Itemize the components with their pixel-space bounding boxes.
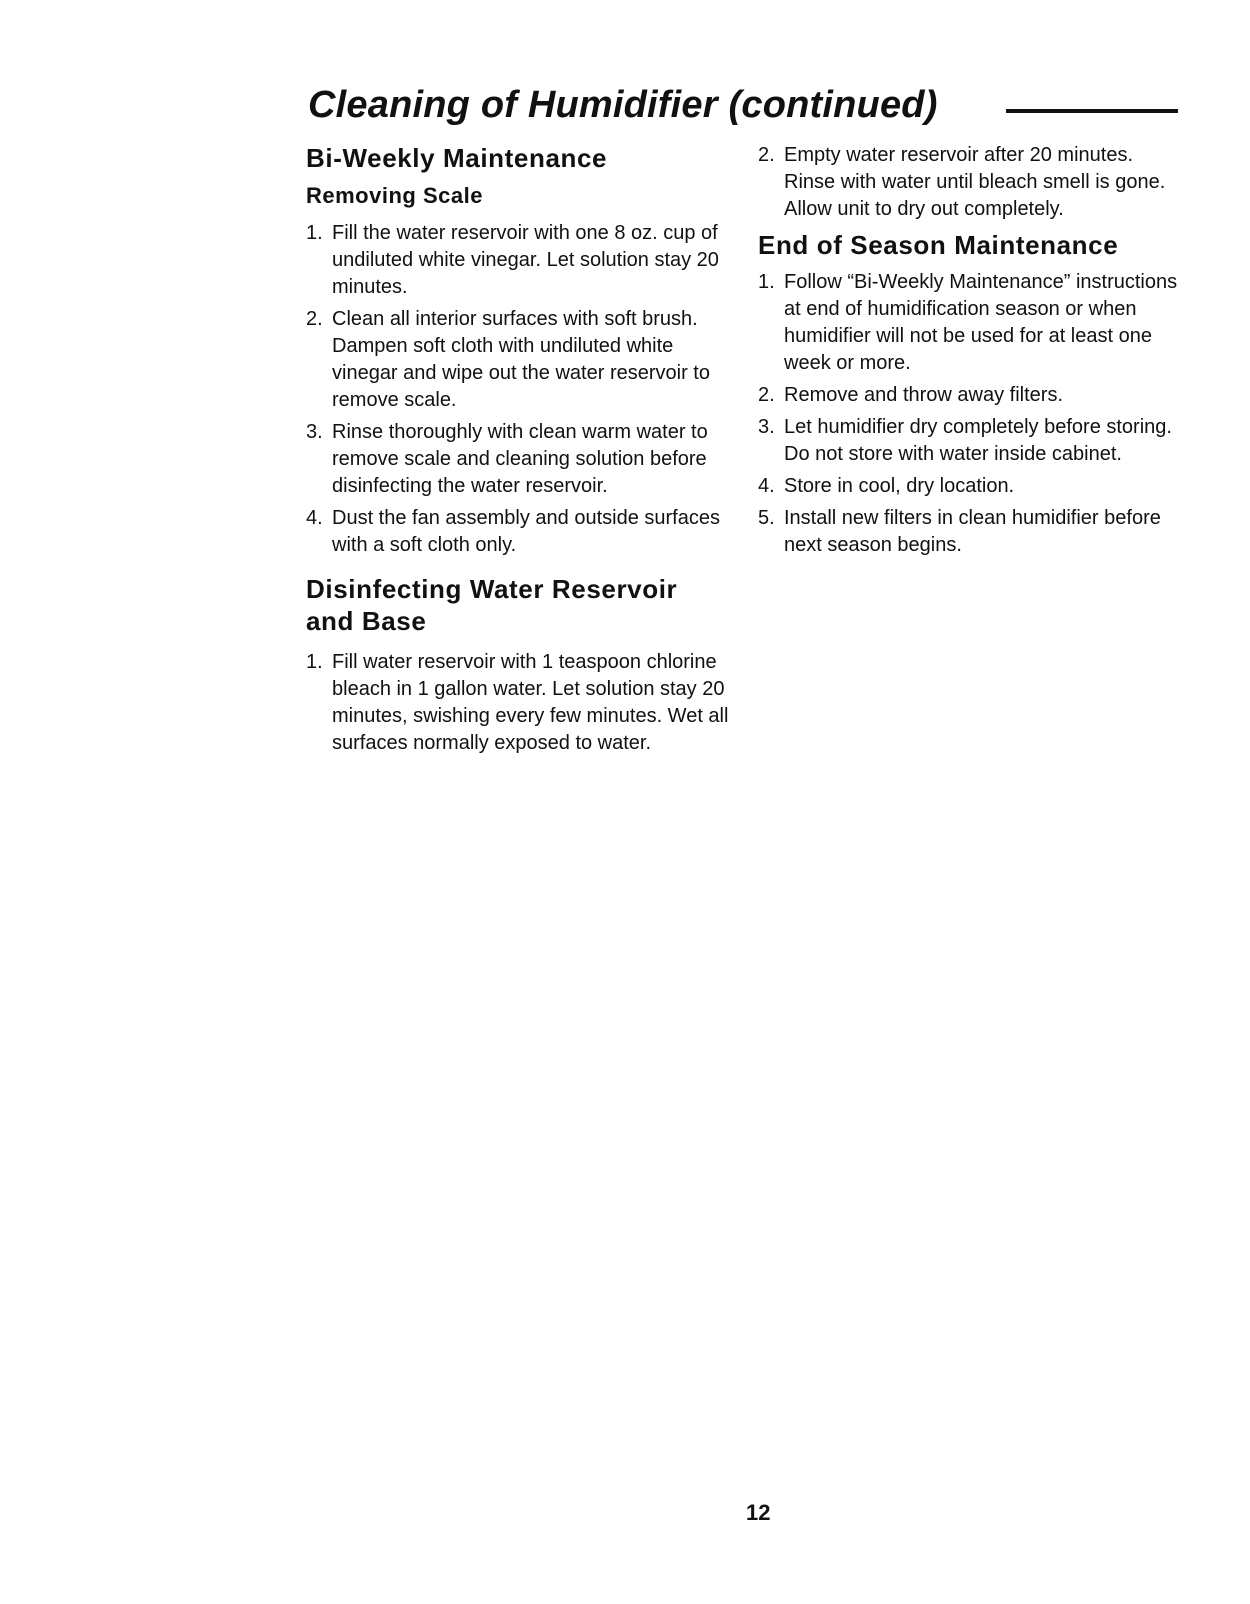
- title-row: [308, 84, 1188, 134]
- right-column: [758, 142, 1188, 559]
- list-item: 3. Let humidifier dry completely before storing. Do not store with water inside cabinet.: [758, 416, 1172, 465]
- end-of-season-heading: End of Season Maintenance: [758, 230, 1119, 260]
- left-column: [306, 142, 736, 757]
- removing-scale-list: [306, 220, 736, 559]
- list-item: 1. Fill water reservoir with 1 teaspoon chlorine bleach in 1 gallon water. Let solution stay 20 minutes, swishing every few minutes. Wet all surfaces normally exposed to water.: [306, 651, 729, 754]
- list-item: 3. Rinse thoroughly with clean warm water to remove scale and cleaning solution before disinfecting the water reservoir.: [306, 421, 708, 497]
- page-number: 12: [746, 1500, 771, 1525]
- title-rule: [1006, 109, 1178, 113]
- page-title: Cleaning of Humidifier (continued): [308, 84, 938, 126]
- disinfecting-list-continued: [758, 142, 1188, 223]
- list-item: 2. Clean all interior surfaces with soft brush. Dampen soft cloth with undiluted white vinegar and wipe out the water reservoir to remove scale.: [306, 308, 710, 411]
- list-item: 4. Dust the fan assembly and outside surfaces with a soft cloth only.: [306, 507, 720, 556]
- end-of-season-list: [758, 269, 1188, 559]
- list-item: 4. Store in cool, dry location.: [758, 475, 1015, 497]
- removing-scale-heading: Removing Scale: [306, 183, 483, 208]
- list-item: 1. Follow “Bi-Weekly Maintenance” instructions at end of humidification season or when humidifier will not be used for at least one week or more.: [758, 271, 1178, 374]
- disinfecting-heading: Disinfecting Water Reservoir and Base: [306, 574, 678, 636]
- list-item: 5. Install new filters in clean humidifier before next season begins.: [758, 507, 1161, 556]
- list-item: 2. Remove and throw away filters.: [758, 384, 1064, 406]
- disinfecting-list: [306, 649, 736, 757]
- list-item: 2. Empty water reservoir after 20 minutes. Rinse with water until bleach smell is gone. Allow unit to dry out completely.: [758, 144, 1166, 220]
- list-item: 1. Fill the water reservoir with one 8 oz. cup of undiluted white vinegar. Let solution stay 20 minutes.: [306, 222, 719, 298]
- biweekly-heading: Bi-Weekly Maintenance: [306, 143, 608, 173]
